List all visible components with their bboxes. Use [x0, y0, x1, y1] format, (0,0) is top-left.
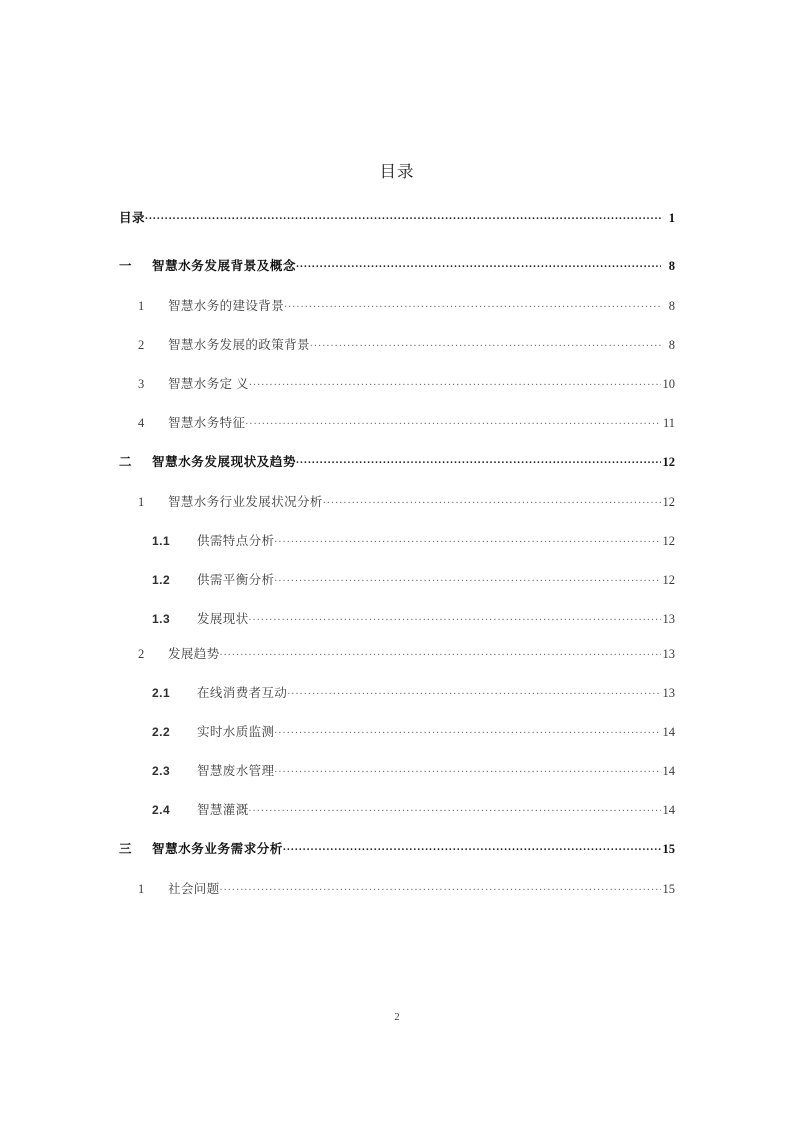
toc-entry-level-0[interactable] [119, 208, 675, 226]
toc-entry-label: 智慧灌溉 [197, 803, 249, 817]
toc-entry-number: 1 [138, 882, 145, 896]
toc-entry-level-1[interactable] [119, 256, 675, 274]
toc-entry-label: 智慧水务业务需求分析 [152, 842, 284, 856]
toc-entry-level-1[interactable] [119, 452, 675, 470]
dot-leader [296, 258, 661, 271]
toc-entry-level-3[interactable] [152, 683, 675, 701]
toc-entry-number: 一 [119, 259, 132, 273]
toc-entry-page-number: 13 [662, 647, 675, 661]
toc-entry-number: 2 [138, 338, 145, 352]
toc-entry-level-3[interactable] [152, 800, 675, 818]
toc-entry-level-3[interactable] [152, 609, 675, 627]
toc-entry-number: 2.4 [152, 803, 171, 817]
toc-entry-number: 1 [138, 299, 145, 313]
toc-entry-page-number: 13 [662, 686, 675, 700]
toc-entry-label: 供需特点分析 [197, 534, 275, 548]
toc-entry-level-2[interactable] [138, 374, 675, 392]
toc-entry-level-2[interactable] [138, 644, 675, 662]
toc-entry-number: 4 [138, 416, 145, 430]
dot-leader [249, 802, 661, 815]
toc-entry-page-number: 11 [662, 416, 675, 430]
toc-entry-number: 1 [138, 495, 145, 509]
toc-entry-number: 2 [138, 647, 145, 661]
toc-entry-level-2[interactable] [138, 335, 675, 353]
dot-leader [274, 533, 661, 546]
toc-entry-level-2[interactable] [138, 492, 675, 510]
toc-entry-level-3[interactable] [152, 570, 675, 588]
toc-entry-label: 实时水质监测 [197, 725, 275, 739]
toc-entry-number: 1.3 [152, 612, 171, 626]
toc-entry-number: 3 [138, 377, 145, 391]
dot-leader [284, 298, 661, 311]
toc-entry-number: 2.3 [152, 764, 171, 778]
toc-entry-number: 1.1 [152, 534, 171, 548]
toc-entry-label: 智慧水务发展的政策背景 [168, 338, 310, 352]
toc-entry-page-number: 12 [662, 534, 675, 548]
toc-entry-number: 二 [119, 455, 132, 469]
toc-entry-label: 智慧水务行业发展状况分析 [168, 495, 323, 509]
dot-leader [310, 337, 661, 350]
toc-entry-level-2[interactable] [138, 413, 675, 431]
toc-entry-level-3[interactable] [152, 531, 675, 549]
toc-entry-label: 智慧水务定 义 [168, 377, 249, 391]
toc-entry-label: 智慧水务发展背景及概念 [152, 259, 297, 273]
dot-leader [145, 210, 662, 223]
toc-entry-number: 1.2 [152, 573, 171, 587]
toc-entry-page-number: 1 [668, 211, 675, 225]
toc-entry-page-number: 14 [662, 725, 675, 739]
dot-leader [274, 724, 661, 737]
toc-entry-label: 供需平衡分析 [197, 573, 275, 587]
toc-entry-page-number: 8 [668, 338, 675, 352]
dot-leader [245, 415, 661, 428]
dot-leader [287, 685, 661, 698]
dot-leader [283, 841, 661, 854]
toc-entry-page-number: 12 [662, 455, 675, 469]
toc-entry-level-1[interactable] [119, 839, 675, 857]
toc-entry-label: 发展现状 [197, 612, 249, 626]
toc-entry-page-number: 12 [662, 573, 675, 587]
toc-entry-number: 三 [119, 842, 132, 856]
toc-entry-page-number: 14 [662, 803, 675, 817]
dot-leader [296, 454, 661, 467]
toc-entry-page-number: 15 [662, 882, 675, 896]
toc-entry-level-2[interactable] [138, 879, 675, 897]
page-title: 目录 [379, 162, 415, 181]
footer-page-number: 2 [394, 1012, 400, 1023]
toc-entry-number: 2.2 [152, 725, 171, 739]
toc-entry-page-number: 13 [662, 612, 675, 626]
table-of-contents [119, 208, 675, 918]
toc-entry-page-number: 10 [662, 377, 675, 391]
toc-entry-number: 2.1 [152, 686, 171, 700]
toc-entry-label: 社会问题 [168, 882, 220, 896]
dot-leader [220, 881, 661, 894]
toc-entry-label: 智慧水务的建设背景 [168, 299, 285, 313]
toc-entry-label: 智慧水务特征 [168, 416, 246, 430]
toc-entry-label: 智慧水务发展现状及趋势 [152, 455, 297, 469]
toc-entry-page-number: 12 [662, 495, 675, 509]
toc-entry-level-3[interactable] [152, 761, 675, 779]
toc-entry-label: 智慧废水管理 [197, 764, 275, 778]
toc-entry-page-number: 14 [662, 764, 675, 778]
toc-entry-level-3[interactable] [152, 722, 675, 740]
dot-leader [274, 572, 661, 585]
toc-entry-page-number: 8 [668, 299, 675, 313]
toc-entry-label: 发展趋势 [168, 647, 220, 661]
dot-leader [274, 763, 661, 776]
toc-entry-page-number: 8 [668, 259, 675, 273]
dot-leader [249, 376, 661, 389]
toc-entry-label: 在线消费者互动 [197, 686, 288, 700]
toc-entry-label: 目录 [119, 211, 146, 225]
toc-entry-level-2[interactable] [138, 296, 675, 314]
toc-entry-page-number: 15 [662, 842, 675, 856]
dot-leader [323, 494, 661, 507]
dot-leader [249, 611, 661, 624]
dot-leader [220, 646, 661, 659]
